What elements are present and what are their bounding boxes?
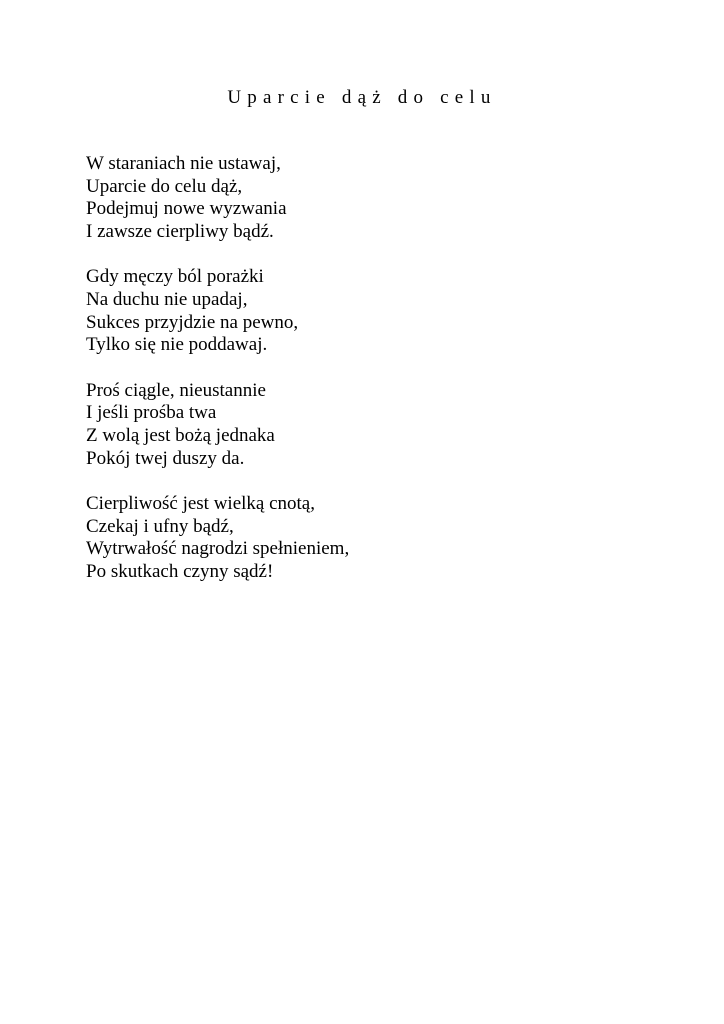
poem-line: Pokój twej duszy da. <box>86 447 245 469</box>
poem-line: Sukces przyjdzie na pewno, <box>86 311 299 333</box>
stanza-4 <box>86 493 686 584</box>
poem-line: Podejmuj nowe wyzwania <box>86 198 287 220</box>
poem-line: Cierpliwość jest wielką cnotą, <box>86 492 315 514</box>
poem-line: Proś ciągle, nieustannie <box>86 379 266 401</box>
poem-line: Po skutkach czyny sądź! <box>86 561 274 583</box>
poem-body <box>86 153 686 606</box>
poem-title: Uparcie dąż do celu <box>227 87 497 108</box>
stanza-2 <box>86 266 686 357</box>
poem-line: I zawsze cierpliwy bądź. <box>86 221 274 243</box>
poem-line: Wytrwałość nagrodzi spełnieniem, <box>86 538 350 560</box>
poem-line: Gdy męczy ból porażki <box>86 266 264 288</box>
poem-line: Uparcie do celu dąż, <box>86 175 243 197</box>
stanza-1 <box>86 153 686 244</box>
poem-line: Czekaj i ufny bądź, <box>86 515 234 537</box>
poem-line: Z wolą jest bożą jednaka <box>86 425 275 447</box>
poem-line: W staraniach nie ustawaj, <box>86 153 281 174</box>
poem-line: Tylko się nie poddawaj. <box>86 334 268 356</box>
poem-line: I jeśli prośba twa <box>86 402 217 424</box>
stanza-3 <box>86 380 686 471</box>
poem-line: Na duchu nie upadaj, <box>86 289 248 311</box>
